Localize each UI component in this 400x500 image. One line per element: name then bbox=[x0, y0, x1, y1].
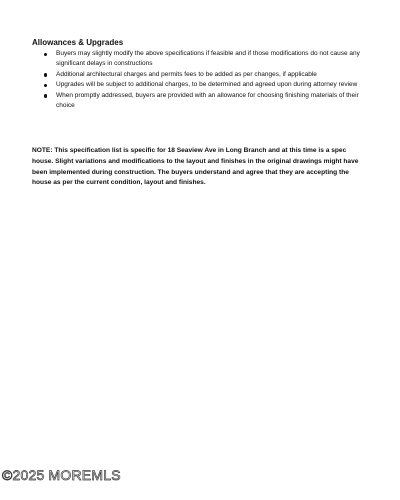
bullet-icon bbox=[44, 84, 47, 87]
bullet-icon bbox=[44, 53, 47, 56]
section-heading: Allowances & Upgrades bbox=[32, 38, 124, 47]
allowances-bullet-list bbox=[40, 49, 370, 111]
list-item bbox=[40, 91, 370, 112]
bullet-icon bbox=[44, 73, 47, 76]
bullet-icon bbox=[44, 94, 47, 97]
list-item-text: When promptly addressed, buyers are provided with an allowance for choosing finishing materials of their choice bbox=[56, 91, 359, 110]
note-paragraph: NOTE: This specification list is specific for 18 Seaview Ave in Long Branch and at this time is a spec house. Slight variations and modifications to the layout and finishes in the original drawings might have been implemented during construction. The buyers understand and agree that they are accepting the house as per the current condition, layout and finishes. bbox=[32, 147, 359, 187]
list-item bbox=[40, 49, 370, 70]
list-item bbox=[40, 70, 370, 80]
list-item-text: Buyers may slightly modify the above specifications if feasible and if those modifications do not cause any significant delays in constructions bbox=[56, 50, 360, 68]
list-item-text: Additional architectural charges and permits fees to be added as per changes, if applicable bbox=[56, 70, 317, 78]
list-item bbox=[40, 80, 370, 90]
copyright-watermark: ©2025 MOREMLS bbox=[2, 467, 121, 483]
list-item-text: Upgrades will be subject to additional charges, to be determined and agreed upon during attorney review bbox=[56, 81, 358, 89]
